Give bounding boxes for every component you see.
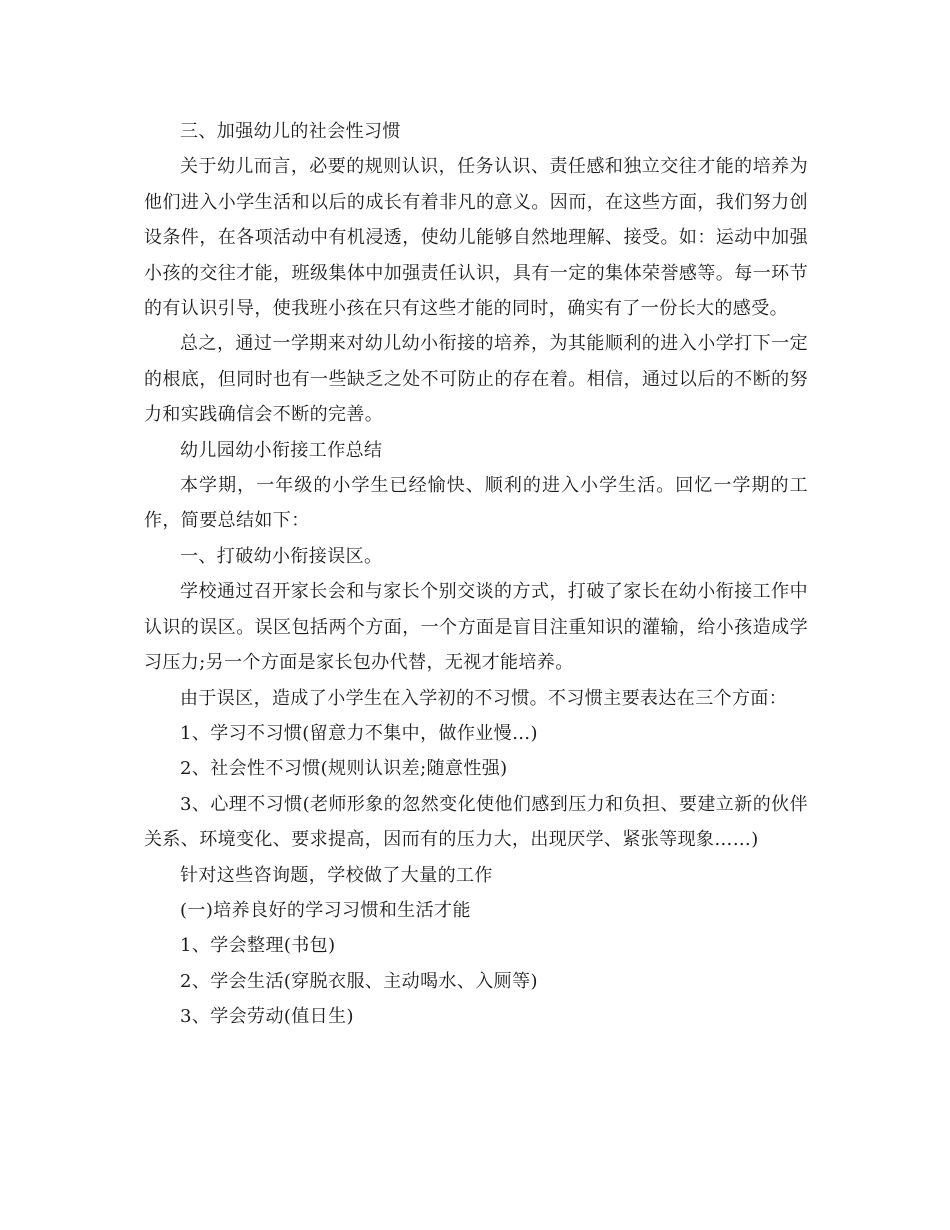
subsection-heading: (一)培养良好的学习习惯和生活才能 xyxy=(180,899,471,921)
list-item: 3、心理不习惯(老师形象的忽然变化使他们感到压力和负担、要建立新的伙伴关系、环境变化、要求提高，因而有的压力大，出现厌学、紧张等现象……) xyxy=(144,793,808,851)
body-paragraph: 学校通过召开家长会和与家长个别交谈的方式，打破了家长在幼小衔接工作中认识的误区。误区包括两个方面，一个方面是盲目注重知识的灌输，给小孩造成学习压力;另一个方面是家长包办代替，无视才能培养。 xyxy=(144,581,808,674)
body-paragraph: 由于误区，造成了小学生在入学初的不习惯。不习惯主要表达在三个方面： xyxy=(180,687,788,709)
body-paragraph: 针对这些咨询题，学校做了大量的工作 xyxy=(180,864,493,886)
document-title: 幼儿园幼小衔接工作总结 xyxy=(180,439,383,461)
list-item: 2、社会性不习惯(规则认识差;随意性强) xyxy=(180,758,508,780)
section-heading: 一、打破幼小衔接误区。 xyxy=(180,545,383,567)
body-paragraph: 本学期，一年级的小学生已经愉快、顺利的进入小学生活。回忆一学期的工作，简要总结如下： xyxy=(144,475,808,532)
section-heading: 三、加强幼儿的社会性习惯 xyxy=(180,121,401,142)
list-item: 1、学习不习惯(留意力不集中，做作业慢…) xyxy=(180,722,538,744)
body-paragraph: 总之，通过一学期来对幼儿幼小衔接的培养，为其能顺利的进入小学打下一定的根底，但同时也有一些缺乏之处不可防止的存在着。相信，通过以后的不断的努力和实践确信会不断的完善。 xyxy=(144,333,808,426)
list-item: 2、学会生活(穿脱衣服、主动喝水、入厕等) xyxy=(180,970,538,992)
document-body xyxy=(144,114,808,1035)
body-paragraph: 关于幼儿而言，必要的规则认识，任务认识、责任感和独立交往才能的培养为他们进入小学生活和以后的成长有着非凡的意义。因而，在这些方面，我们努力创设条件，在各项活动中有机浸透，使幼儿能够自然地理解、接受。如：运动中加强小孩的交往才能，班级集体中加强责任认识，具有一定的集体荣誉感等。每一环节的有认识引导，使我班小孩在只有这些才能的同时，确实有了一份长大的感受。 xyxy=(144,156,808,320)
list-item: 1、学会整理(书包) xyxy=(180,935,336,957)
list-item: 3、学会劳动(值日生) xyxy=(180,1006,354,1028)
